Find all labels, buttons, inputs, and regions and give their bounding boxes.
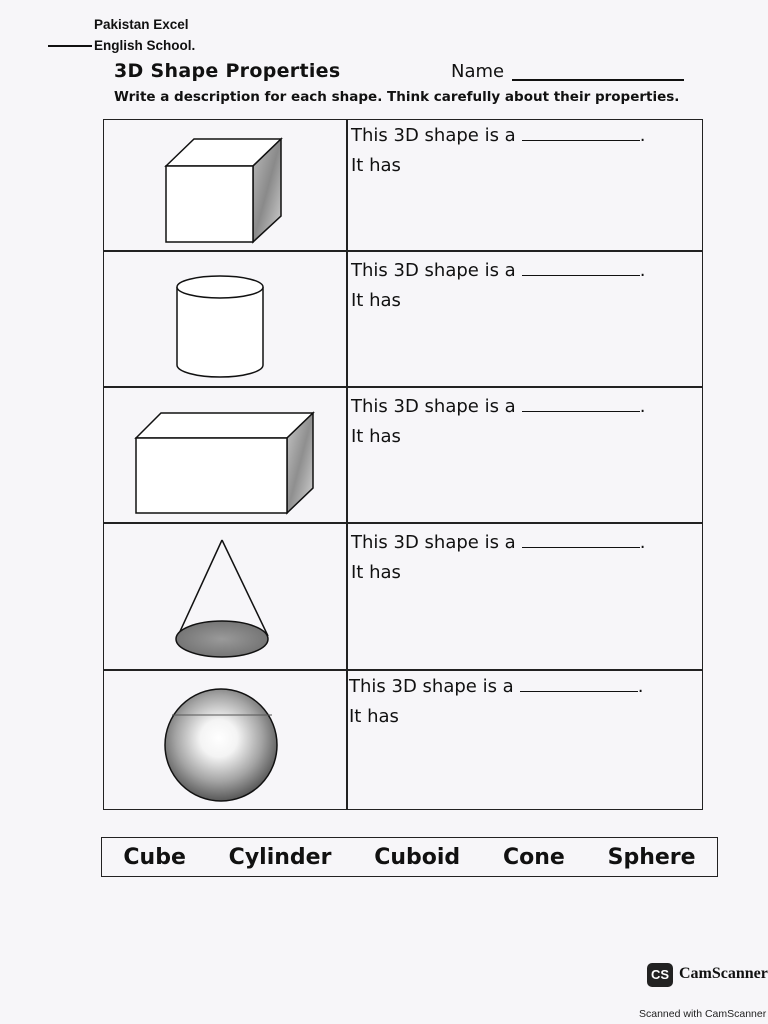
answer-blank[interactable]: [522, 397, 640, 412]
table-row: [104, 523, 701, 669]
it-has-text: It has: [351, 562, 401, 583]
description-cell: This 3D shape is a . It has: [351, 256, 645, 316]
sphere-icon: [160, 686, 282, 804]
table-row: [104, 120, 701, 250]
worksheet-title: 3D Shape Properties: [114, 60, 341, 82]
answer-blank[interactable]: [520, 677, 638, 692]
word-bank-item: Sphere: [607, 844, 696, 870]
prompt-text: This 3D shape is a: [349, 676, 514, 697]
it-has-text: It has: [351, 155, 401, 176]
answer-blank[interactable]: [522, 533, 640, 548]
it-has-text: It has: [349, 706, 399, 727]
prompt-text: This 3D shape is a: [351, 125, 516, 146]
instructions: Write a description for each shape. Think carefully about their properties.: [114, 89, 680, 105]
word-bank-item: Cuboid: [374, 844, 461, 870]
name-label: Name: [451, 61, 505, 82]
school-name-line1: Pakistan Excel: [94, 17, 189, 32]
name-field-line: [512, 79, 684, 81]
prompt-text: This 3D shape is a: [351, 396, 516, 417]
pen-mark: [48, 45, 92, 47]
school-name: [94, 14, 195, 56]
description-cell: This 3D shape is a . It has: [351, 392, 645, 452]
word-bank: [101, 837, 718, 877]
table-row: [104, 387, 701, 522]
word-bank-item: Cone: [502, 844, 565, 870]
scan-footer: Scanned with CamScanner: [639, 1008, 767, 1020]
school-name-line2: English School.: [94, 38, 196, 53]
word-bank-item: Cylinder: [228, 844, 332, 870]
prompt-text: This 3D shape is a: [351, 260, 516, 281]
table-row: [104, 670, 701, 808]
answer-blank[interactable]: [522, 261, 640, 276]
cuboid-icon: [134, 411, 316, 516]
table-row: [104, 251, 701, 386]
answer-blank[interactable]: [522, 126, 640, 141]
camscanner-brand: CamScanner: [679, 965, 768, 982]
description-cell: This 3D shape is a . It has: [351, 121, 645, 181]
shape-table: [103, 119, 703, 810]
description-cell: This 3D shape is a . It has: [351, 528, 645, 588]
it-has-text: It has: [351, 426, 401, 447]
cylinder-icon: [174, 273, 266, 381]
prompt-text: This 3D shape is a: [351, 532, 516, 553]
word-bank-item: Cube: [123, 844, 186, 870]
it-has-text: It has: [351, 290, 401, 311]
camscanner-logo-icon: CS: [647, 963, 673, 987]
cone-icon: [172, 538, 272, 660]
cube-icon: [164, 136, 284, 248]
description-cell: This 3D shape is a . It has: [349, 672, 643, 732]
